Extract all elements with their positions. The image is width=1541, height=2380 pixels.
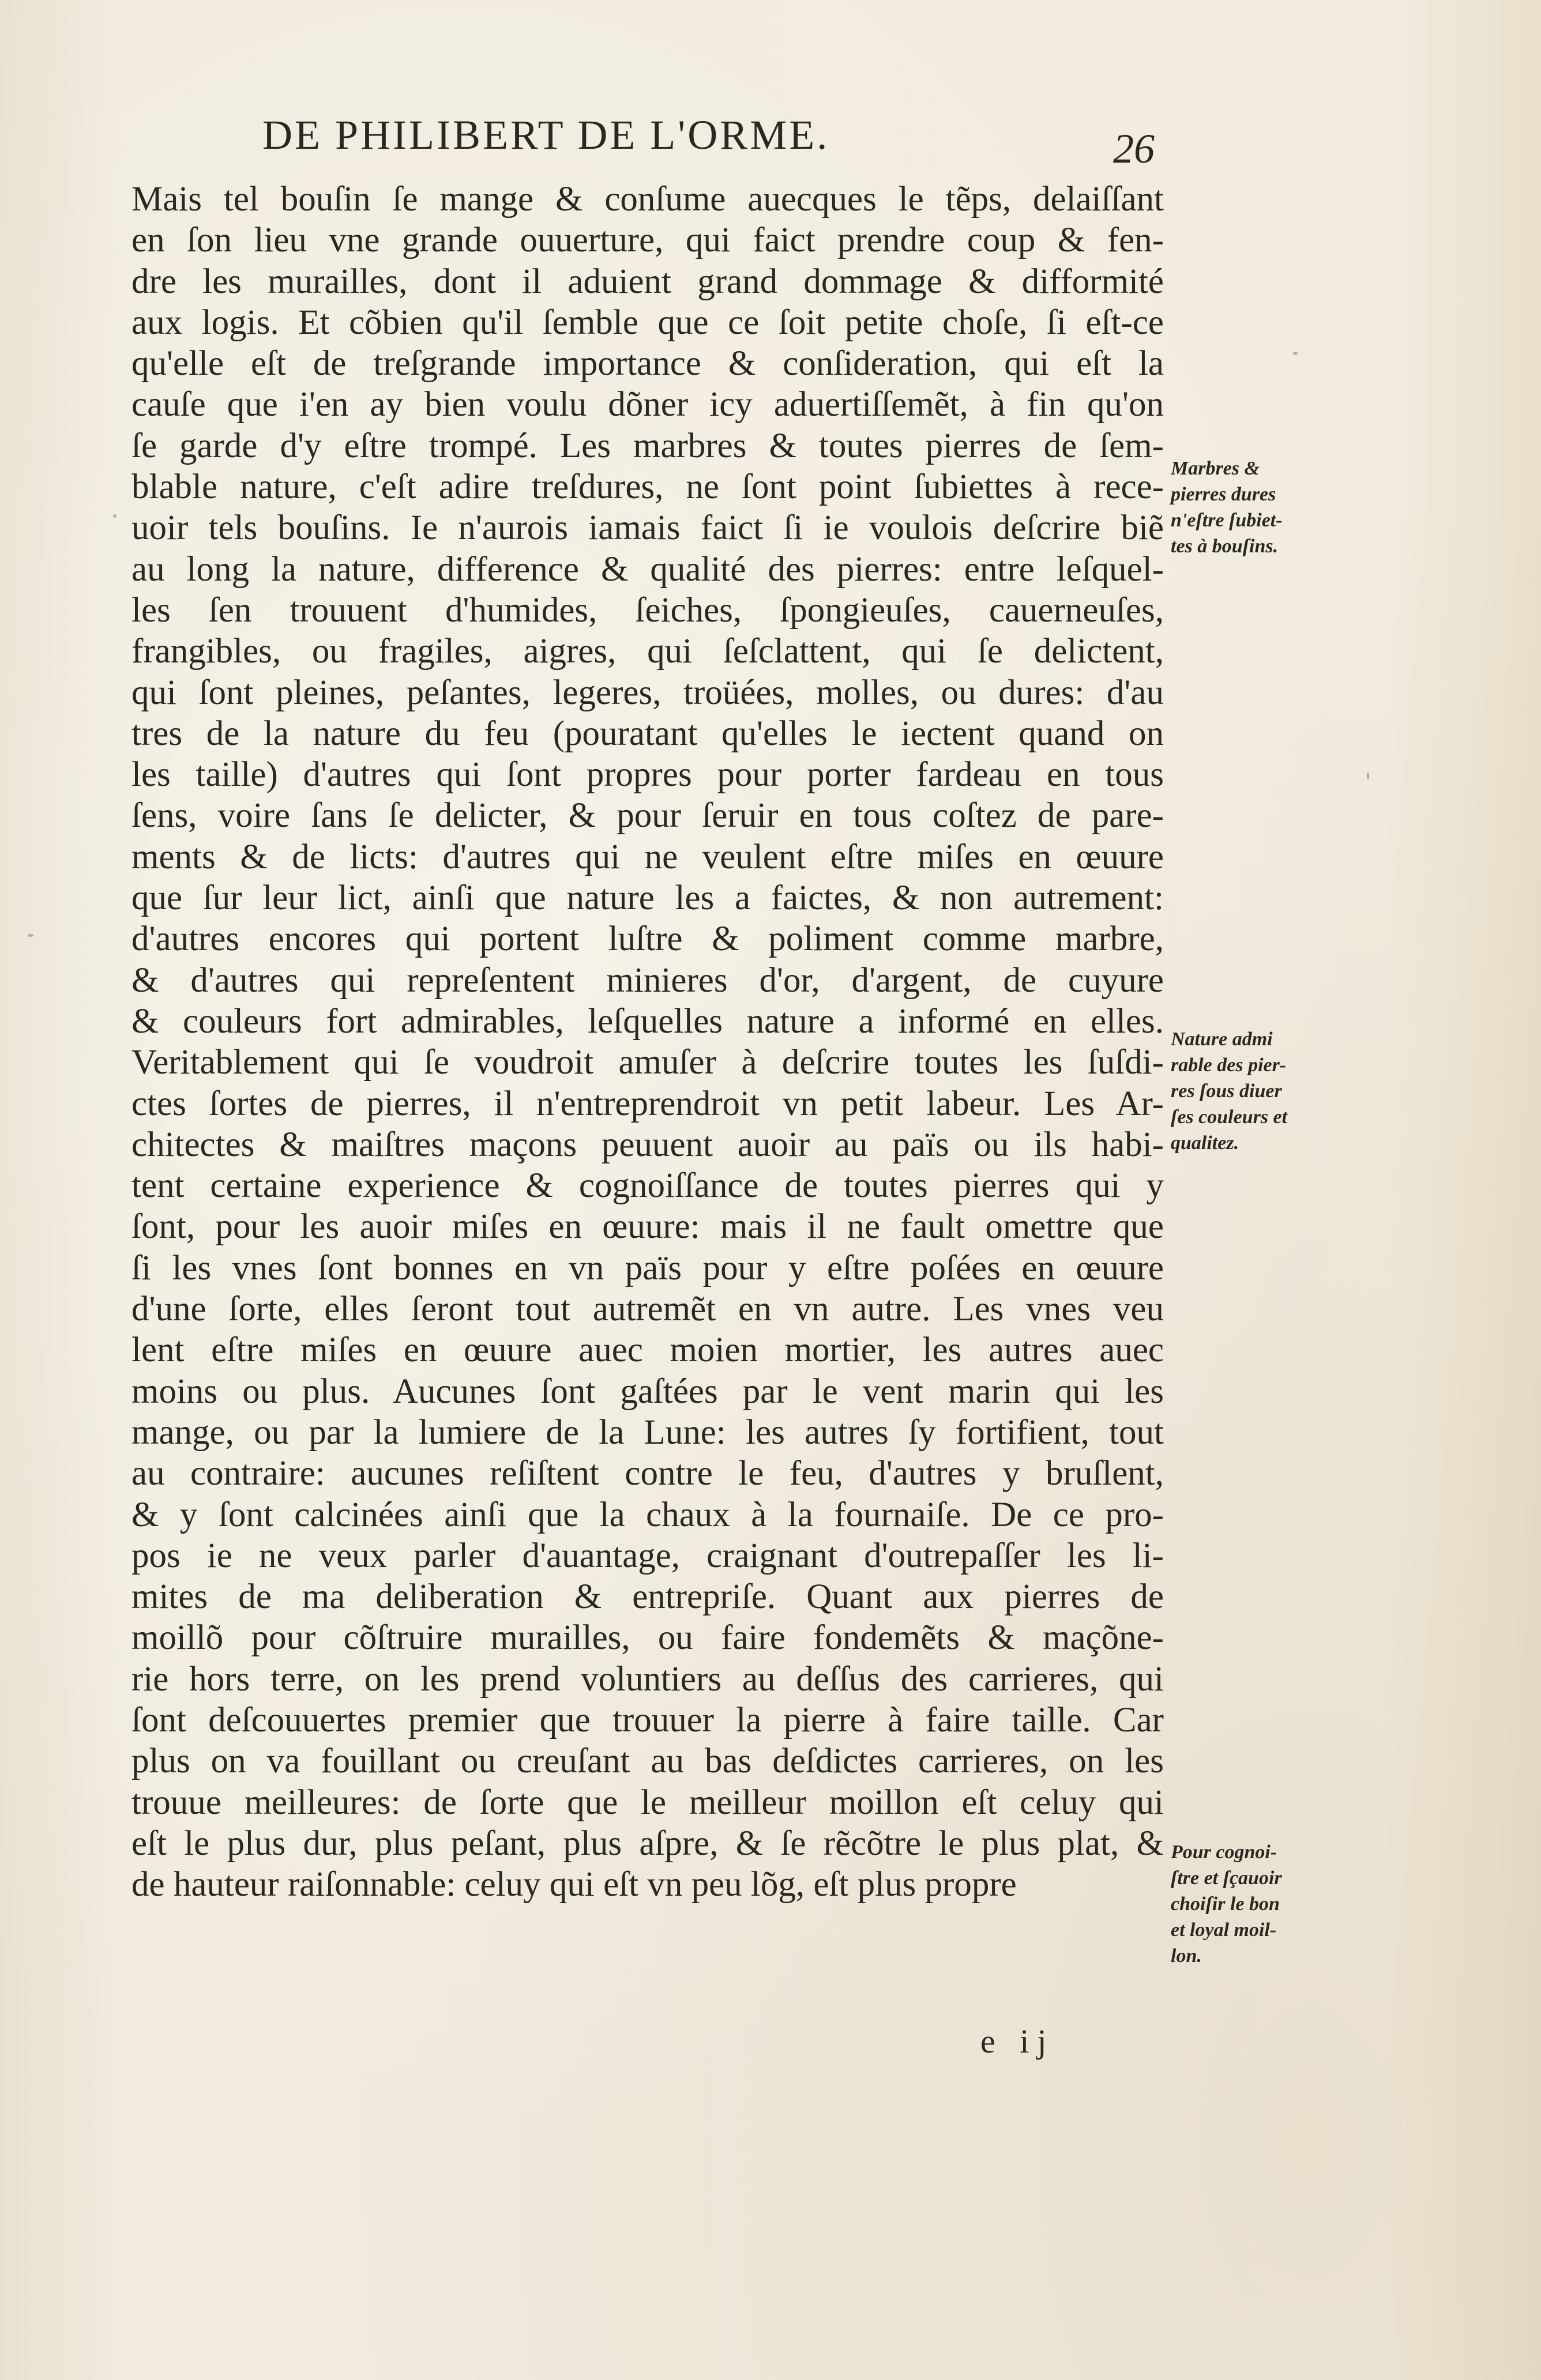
- paper-speck: [28, 934, 33, 937]
- text-line: blable nature, c'eſt adire treſdures, ne ſont point ſubiettes à rece-: [131, 468, 1164, 507]
- text-line: chitectes & maiſtres maçons peuuent auoir au païs ou ils habi-: [131, 1125, 1164, 1164]
- text-line: d'autres encores qui portent luſtre & poliment comme marbre,: [131, 920, 1164, 959]
- text-line: tres de la nature du feu (pouratant qu'elles le iectent quand on: [131, 714, 1164, 753]
- text-line: Mais tel bouſin ſe mange & conſume auecques le tẽps, delaiſſant: [131, 180, 1164, 219]
- sidenote-line: ſes couleurs et: [1171, 1106, 1288, 1128]
- text-line: trouue meilleures: de ſorte que le meilleur moillon eſt celuy qui: [131, 1783, 1164, 1822]
- text-line: moins ou plus. Aucunes ſont gaſtées par le vent marin qui les: [131, 1372, 1164, 1411]
- text-line: & couleurs fort admirables, leſquelles nature a informé en elles.: [131, 1001, 1164, 1041]
- paper-speck: [1367, 773, 1369, 779]
- text-line: au long la nature, difference & qualité des pierres: entre leſquel-: [131, 549, 1164, 589]
- text-line: qu'elle eſt de treſgrande importance & conſideration, qui eſt la: [131, 344, 1164, 383]
- sidenote-line: ſtre et ſçauoir: [1171, 1867, 1282, 1889]
- text-line: au contraire: aucunes reſiſtent contre le feu, d'autres y bruſlent,: [131, 1454, 1164, 1493]
- sidenote-line: Nature admi: [1171, 1029, 1273, 1050]
- sidenote-line: n'eſtre ſubiet-: [1171, 510, 1283, 531]
- text-line: & d'autres qui repreſentent minieres d'or, d'argent, de cuyure: [131, 961, 1164, 1000]
- text-line: que ſur leur lict, ainſi que nature les a faictes, & non autrement:: [131, 879, 1164, 918]
- sidenote-line: Pour cognoi-: [1171, 1842, 1277, 1863]
- sidenote-line: rable des pier-: [1171, 1055, 1287, 1076]
- sidenote-marbres: [1171, 455, 1338, 559]
- text-line: moillõ pour cõſtruire murailles, ou faire fondemẽts & maçõne-: [131, 1618, 1164, 1658]
- text-line: Veritablement qui ſe voudroit amuſer à deſcrire toutes les ſuſdi-: [131, 1043, 1164, 1082]
- text-line: aux logis. Et cõbien qu'il ſemble que ce ſoit petite choſe, ſi eſt-ce: [131, 303, 1164, 342]
- text-line: ſe garde d'y eſtre trompé. Les marbres & toutes pierres de ſem-: [131, 426, 1164, 465]
- main-text-block: [131, 179, 1164, 1905]
- text-line: qui ſont pleines, peſantes, legeres, troüées, molles, ou dures: d'au: [131, 673, 1164, 712]
- text-line: mites de ma deliberation & entrepriſe. Quant aux pierres de: [131, 1577, 1164, 1617]
- text-line: & y ſont calcinées ainſi que la chaux à la fournaiſe. De ce pro-: [131, 1495, 1164, 1534]
- text-line: plus on va fouillant ou creuſant au bas deſdictes carrieres, on les: [131, 1742, 1164, 1781]
- sidenote-line: lon.: [1171, 1945, 1202, 1967]
- sidenote-nature: [1171, 1026, 1338, 1156]
- text-line: de hauteur raiſonnable: celuy qui eſt vn peu lõg, eſt plus propre: [131, 1865, 1017, 1904]
- text-line: ments & de licts: d'autres qui ne veulent eſtre miſes en œuure: [131, 837, 1164, 876]
- paper-speck: [113, 514, 116, 518]
- sidenote-line: choiſir le bon: [1171, 1893, 1280, 1915]
- text-line: pos ie ne veux parler d'auantage, craignant d'outrepaſſer les li-: [131, 1536, 1164, 1575]
- sidenote-line: tes à bouſins.: [1171, 536, 1279, 557]
- text-line: tent certaine experience & cognoiſſance de toutes pierres qui y: [131, 1166, 1164, 1206]
- text-line: ctes ſortes de pierres, il n'entreprendroit vn petit labeur. Les Ar-: [131, 1084, 1164, 1123]
- sidenote-line: Marbres &: [1171, 458, 1260, 479]
- sidenote-line: pierres dures: [1171, 484, 1276, 505]
- text-line: mange, ou par la lumiere de la Lune: les autres ſy fortifient, tout: [131, 1413, 1164, 1452]
- text-line: dre les murailles, dont il aduient grand dommage & difformité: [131, 262, 1164, 301]
- text-line: uoir tels bouſins. Ie n'aurois iamais faict ſi ie voulois deſcrire biẽ: [131, 509, 1164, 548]
- text-line: ſi les vnes ſont bonnes en vn païs pour y eſtre poſées en œuure: [131, 1248, 1164, 1287]
- page-number: 26: [1113, 126, 1155, 172]
- text-line: cauſe que i'en ay bien voulu dõner icy aduertiſſemẽt, à fin qu'on: [131, 385, 1164, 424]
- running-head: DE PHILIBERT DE L'ORME.: [262, 112, 830, 158]
- text-line: frangibles, ou fragiles, aigres, qui ſeſclattent, qui ſe delictent,: [131, 632, 1164, 671]
- sidenote-moillon: [1171, 1839, 1338, 1969]
- text-line: lent eſtre miſes en œuure auec moien mortier, les autres auec: [131, 1331, 1164, 1370]
- text-line: rie hors terre, on les prend voluntiers au deſſus des carrieres, qui: [131, 1659, 1164, 1699]
- text-line: ſont, pour les auoir miſes en œuure: mais il ne fault omettre que: [131, 1207, 1164, 1247]
- paper-speck: [1293, 352, 1298, 355]
- text-line: en ſon lieu vne grande ouuerture, qui faict prendre coup & fen-: [131, 221, 1164, 260]
- text-line: les taille) d'autres qui ſont propres pour porter fardeau en tous: [131, 755, 1164, 794]
- text-line: d'une ſorte, elles ſeront tout autremẽt en vn autre. Les vnes veu: [131, 1290, 1164, 1329]
- sidenote-line: et loyal moil-: [1171, 1919, 1277, 1941]
- text-line: ſont deſcouuertes premier que trouuer la pierre à faire taille. Car: [131, 1700, 1164, 1739]
- text-line: eſt le plus dur, plus peſant, plus aſpre, & ſe rẽcõtre le plus plat, &: [131, 1824, 1164, 1863]
- text-line: les ſen trouuent d'humides, ſeiches, ſpongieuſes, cauerneuſes,: [131, 590, 1164, 630]
- text-line: ſens, voire ſans ſe delicter, & pour ſeruir en tous coſtez de pare-: [131, 796, 1164, 835]
- sidenote-line: qualitez.: [1171, 1132, 1239, 1154]
- signature-mark: e ij: [980, 2023, 1055, 2060]
- sidenote-line: res ſous diuer: [1171, 1080, 1282, 1102]
